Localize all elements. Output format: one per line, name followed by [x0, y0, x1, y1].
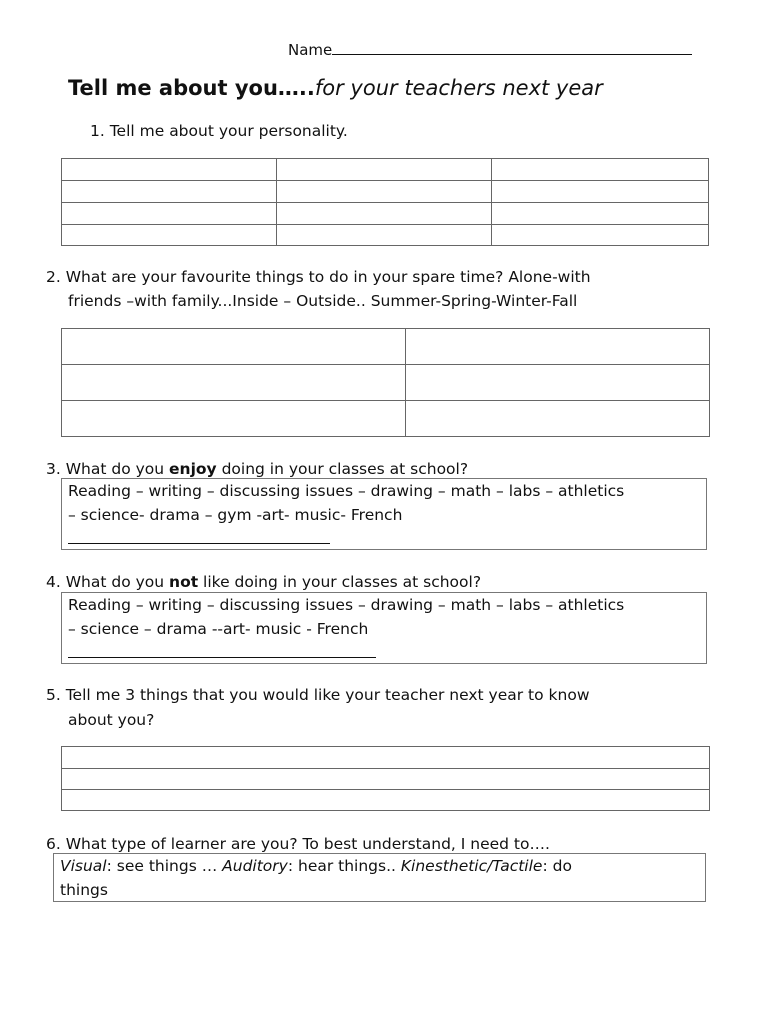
table-cell[interactable]: [62, 159, 277, 181]
question-5-line-1: 5. Tell me 3 things that you would like your teacher next year to know: [46, 686, 590, 704]
table-cell[interactable]: [62, 769, 710, 790]
question-3-post: doing in your classes at school?: [216, 460, 469, 478]
auditory-label: Auditory: [222, 857, 288, 875]
question-2-line-1: 2. What are your favourite things to do in your spare time? Alone-with: [46, 268, 591, 286]
table-cell[interactable]: [62, 225, 277, 246]
table-cell[interactable]: [277, 203, 492, 225]
table-cell[interactable]: [492, 159, 709, 181]
learner-type-line-2: things: [60, 881, 108, 899]
learner-type-box: [53, 853, 706, 902]
question-2-line-2: friends –with family...Inside – Outside.. Summer-Spring-Winter-Fall: [68, 292, 578, 310]
dislike-blank-line[interactable]: [68, 643, 376, 658]
free-time-table: [61, 328, 710, 437]
page-title: [68, 76, 603, 100]
question-4-post: like doing in your classes at school?: [198, 573, 482, 591]
question-3-pre: 3. What do you: [46, 460, 170, 478]
table-cell[interactable]: [492, 203, 709, 225]
table-cell[interactable]: [62, 790, 710, 811]
dislike-options-line-1: Reading – writing – discussing issues – drawing – math – labs – athletics: [68, 596, 625, 614]
table-cell[interactable]: [62, 329, 406, 365]
enjoy-options-box: [61, 478, 707, 550]
learner-type-line-1: [60, 854, 705, 878]
kinesthetic-text: : do: [542, 857, 572, 875]
question-1: 1. Tell me about your personality.: [90, 122, 348, 140]
table-cell[interactable]: [406, 401, 710, 437]
enjoy-options-line-2: – science- drama – gym -art- music- French: [68, 506, 403, 524]
name-field-row: [288, 40, 692, 59]
table-cell[interactable]: [62, 747, 710, 769]
kinesthetic-label: Kinesthetic/Tactile: [400, 857, 543, 875]
question-4-pre: 4. What do you: [46, 573, 170, 591]
question-4: [46, 570, 481, 594]
dislike-options-line-2: – science – drama --art- music - French: [68, 620, 369, 638]
name-blank-line[interactable]: [332, 40, 692, 55]
three-things-table: [61, 746, 710, 811]
table-cell[interactable]: [62, 401, 406, 437]
auditory-text: : hear things..: [287, 857, 401, 875]
question-5-line-2: about you?: [68, 711, 155, 729]
table-cell[interactable]: [406, 365, 710, 401]
table-cell[interactable]: [277, 159, 492, 181]
table-cell[interactable]: [62, 365, 406, 401]
table-cell[interactable]: [492, 225, 709, 246]
enjoy-blank-line[interactable]: [68, 529, 330, 544]
question-3-emphasis: enjoy: [169, 460, 217, 478]
personality-table: [61, 158, 709, 246]
visual-label: Visual: [60, 857, 107, 875]
visual-text: : see things …: [106, 857, 223, 875]
title-italic: for your teachers next year: [314, 76, 603, 100]
table-cell[interactable]: [62, 203, 277, 225]
title-bold: Tell me about you…..: [68, 76, 315, 100]
table-cell[interactable]: [492, 181, 709, 203]
dislike-options-box: [61, 592, 707, 664]
enjoy-options-line-1: Reading – writing – discussing issues – drawing – math – labs – athletics: [68, 482, 625, 500]
table-cell[interactable]: [62, 181, 277, 203]
question-4-emphasis: not: [169, 573, 199, 591]
table-cell[interactable]: [277, 225, 492, 246]
table-cell[interactable]: [406, 329, 710, 365]
table-cell[interactable]: [277, 181, 492, 203]
question-6: 6. What type of learner are you? To best understand, I need to….: [46, 835, 550, 853]
name-label: Name: [288, 41, 333, 59]
